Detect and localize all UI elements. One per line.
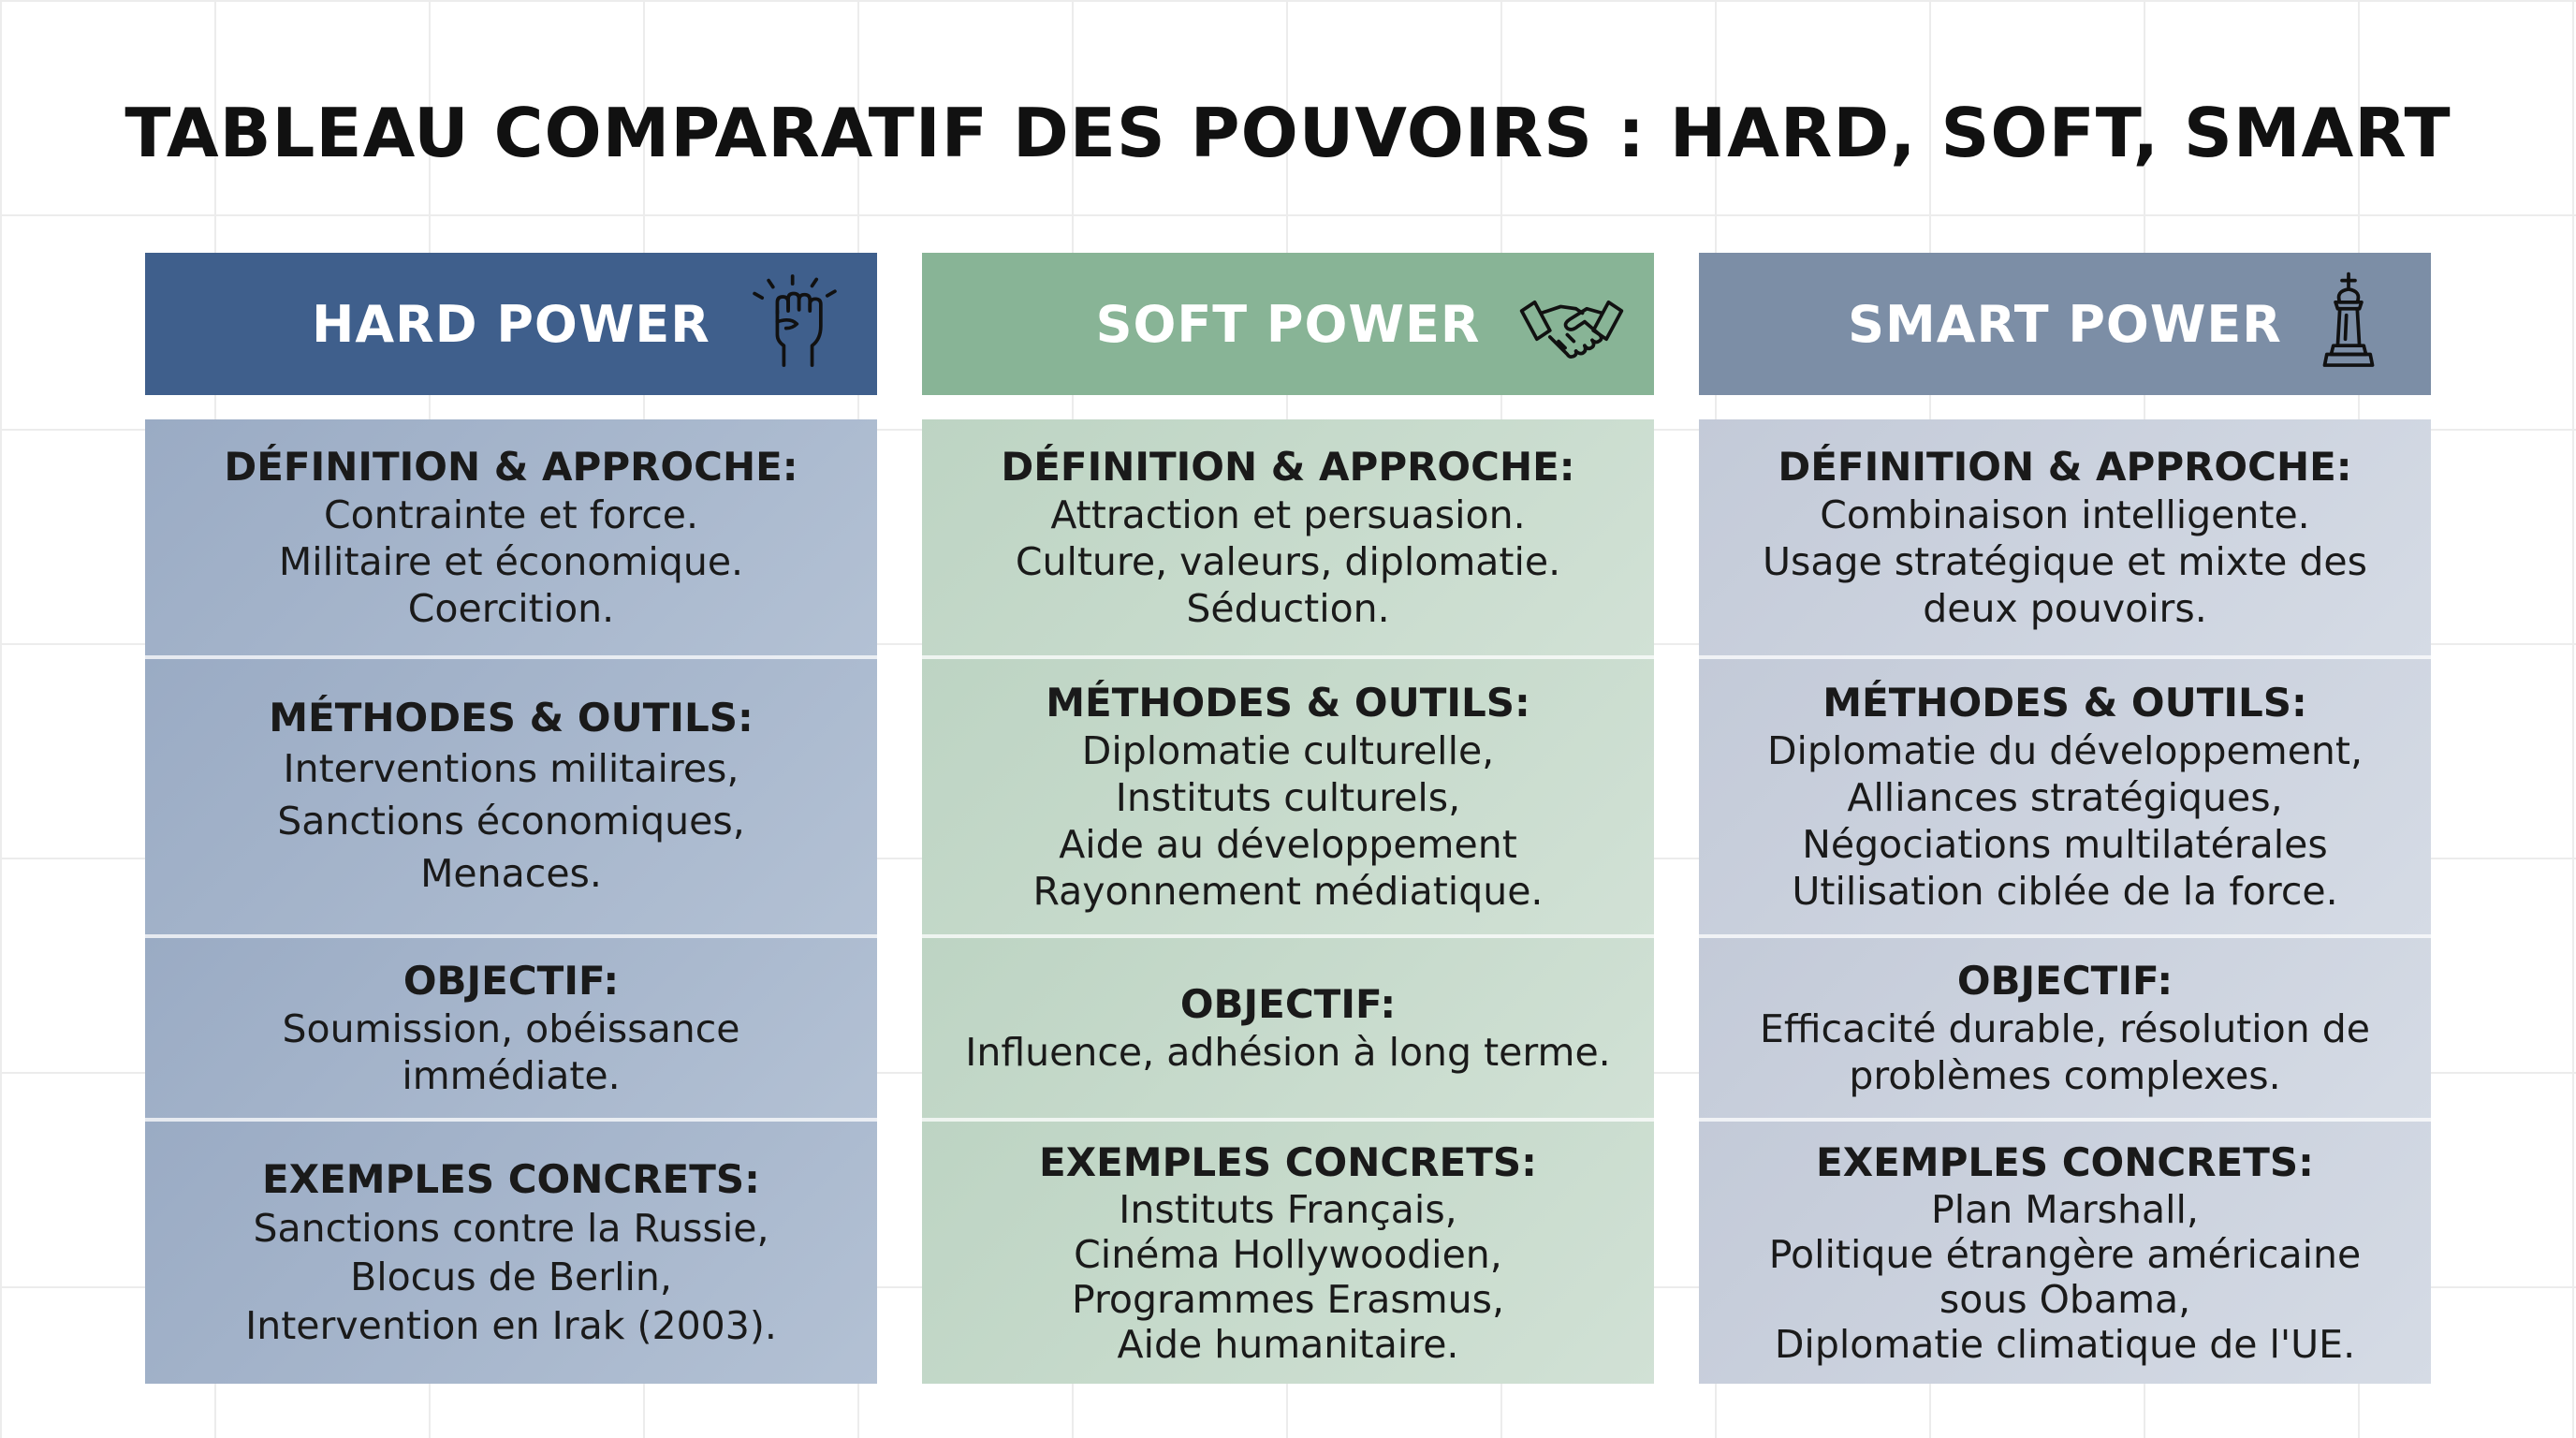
soft-objective-cell <box>922 938 1654 1122</box>
hard-examples-cell <box>145 1122 877 1384</box>
smart-methods-line: Alliances stratégiques, <box>1847 775 2283 820</box>
hard-examples-line: Blocus de Berlin, <box>350 1255 672 1299</box>
soft-methods-line: Aide au développement <box>1059 822 1517 867</box>
raised-fist-icon <box>740 270 849 378</box>
smart-examples-line: Diplomatie climatique de l'UE. <box>1774 1322 2356 1367</box>
soft-methods-label: MÉTHODES & OUTILS: <box>1046 680 1530 726</box>
smart-methods-line: Négociations multilatérales <box>1802 822 2328 867</box>
soft-methods-line: Diplomatie culturelle, <box>1081 728 1495 773</box>
hard-methods-label: MÉTHODES & OUTILS: <box>269 695 754 741</box>
hard-objective-cell <box>145 938 877 1122</box>
smart-objective-label: OBJECTIF: <box>1956 958 2174 1004</box>
smart-methods-line: Utilisation ciblée de la force. <box>1792 869 2338 914</box>
smart-definition-line: deux pouvoirs. <box>1923 586 2207 631</box>
hard-power-column <box>145 253 877 1384</box>
hard-examples-line: Sanctions contre la Russie, <box>253 1206 769 1251</box>
hard-methods-line: Sanctions économiques, <box>277 799 745 844</box>
hard-objective-line: Soumission, obéissance <box>282 1006 740 1051</box>
hard-methods-line: Menaces. <box>420 851 602 896</box>
handshake-icon <box>1517 270 1626 378</box>
smart-power-title: SMART POWER <box>1848 294 2282 354</box>
soft-methods-line: Rayonnement médiatique. <box>1032 869 1544 914</box>
smart-methods-label: MÉTHODES & OUTILS: <box>1822 680 2307 726</box>
soft-objective-line: Influence, adhésion à long terme. <box>965 1030 1611 1075</box>
hard-examples-line: Intervention en Irak (2003). <box>245 1303 777 1348</box>
soft-examples-line: Programmes Erasmus, <box>1071 1277 1505 1322</box>
smart-examples-cell <box>1699 1122 2431 1384</box>
soft-objective-label: OBJECTIF: <box>1179 981 1397 1027</box>
smart-power-header <box>1699 253 2431 395</box>
soft-power-column <box>922 253 1654 1384</box>
soft-definition-cell <box>922 419 1654 659</box>
hard-power-header <box>145 253 877 395</box>
smart-examples-line: Politique étrangère américaine <box>1768 1232 2362 1277</box>
soft-definition-line: Séduction. <box>1186 586 1390 631</box>
page-title: TABLEAU COMPARATIF DES POUVOIRS : HARD, SOFT, SMART <box>124 94 2452 172</box>
soft-power-title: SOFT POWER <box>1095 294 1481 354</box>
smart-definition-label: DÉFINITION & APPROCHE: <box>1778 444 2352 490</box>
soft-examples-label: EXEMPLES CONCRETS: <box>1039 1139 1537 1185</box>
hard-methods-cell <box>145 659 877 938</box>
hard-definition-line: Militaire et économique. <box>278 539 744 584</box>
soft-definition-line: Attraction et persuasion. <box>1050 492 1526 537</box>
hard-methods-line: Interventions militaires, <box>283 746 739 791</box>
hard-examples-label: EXEMPLES CONCRETS: <box>262 1156 760 1202</box>
soft-power-header <box>922 253 1654 395</box>
smart-objective-cell <box>1699 938 2431 1122</box>
hard-objective-line: immédiate. <box>402 1053 621 1098</box>
chess-king-icon <box>2294 270 2403 378</box>
soft-examples-line: Aide humanitaire. <box>1117 1322 1459 1367</box>
hard-definition-cell <box>145 419 877 659</box>
soft-methods-cell <box>922 659 1654 938</box>
smart-definition-cell <box>1699 419 2431 659</box>
soft-examples-cell <box>922 1122 1654 1384</box>
smart-examples-line: sous Obama, <box>1939 1277 2191 1322</box>
hard-definition-line: Contrainte et force. <box>323 492 699 537</box>
soft-definition-label: DÉFINITION & APPROCHE: <box>1001 444 1575 490</box>
smart-power-column <box>1699 253 2431 1384</box>
soft-examples-line: Cinéma Hollywoodien, <box>1074 1232 1502 1277</box>
hard-power-title: HARD POWER <box>312 294 710 354</box>
hard-definition-line: Coercition. <box>407 586 615 631</box>
smart-objective-line: Efficacité durable, résolution de <box>1760 1006 2370 1051</box>
soft-examples-line: Instituts Français, <box>1119 1187 1457 1232</box>
smart-examples-line: Plan Marshall, <box>1931 1187 2199 1232</box>
smart-examples-label: EXEMPLES CONCRETS: <box>1816 1139 2314 1185</box>
smart-methods-line: Diplomatie du développement, <box>1766 728 2364 773</box>
soft-methods-line: Instituts culturels, <box>1115 775 1461 820</box>
smart-objective-line: problèmes complexes. <box>1849 1053 2281 1098</box>
hard-definition-label: DÉFINITION & APPROCHE: <box>224 444 798 490</box>
smart-methods-cell <box>1699 659 2431 938</box>
hard-objective-label: OBJECTIF: <box>402 958 620 1004</box>
smart-definition-line: Usage stratégique et mixte des <box>1762 539 2368 584</box>
smart-definition-line: Combinaison intelligente. <box>1820 492 2310 537</box>
soft-definition-line: Culture, valeurs, diplomatie. <box>1015 539 1561 584</box>
